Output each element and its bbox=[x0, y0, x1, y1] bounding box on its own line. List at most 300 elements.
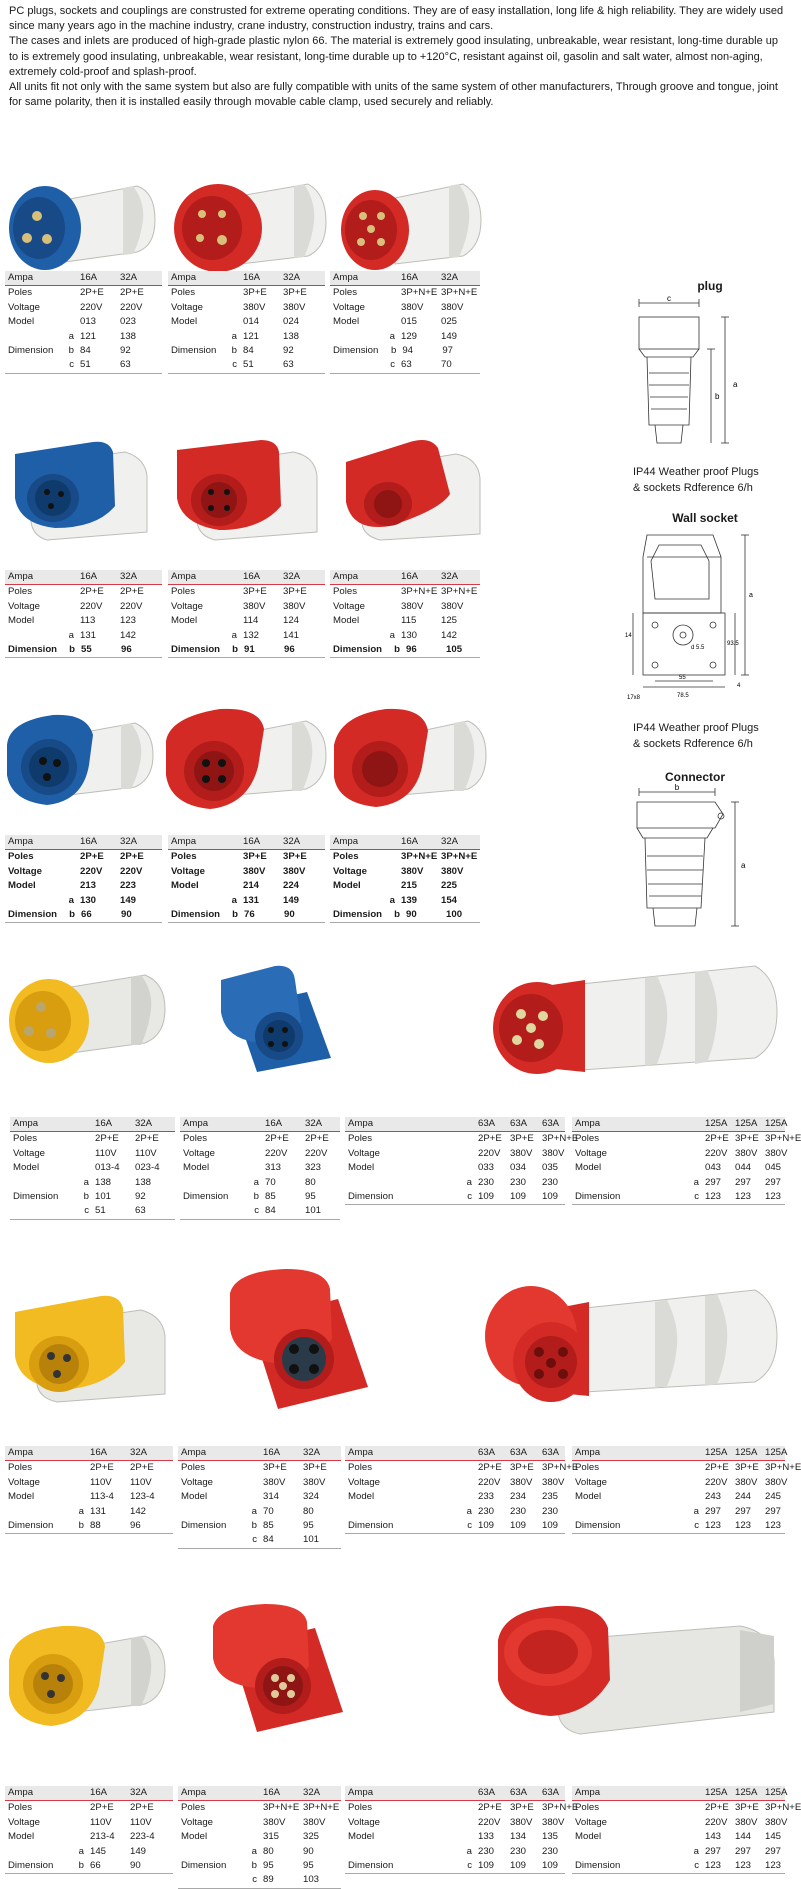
spec-value: 025 bbox=[441, 316, 458, 328]
spec-value: 3P+E bbox=[510, 1802, 534, 1814]
spec-sublabel bbox=[377, 271, 401, 285]
spec-header-row bbox=[330, 570, 480, 585]
wall-dim-78-5: 78.5 bbox=[677, 693, 689, 699]
spec-value: 2P+E bbox=[120, 851, 144, 863]
spec-sublabel: c bbox=[694, 1520, 699, 1532]
spec-label: Dimension bbox=[8, 644, 58, 656]
spec-value: 220V bbox=[265, 1147, 288, 1159]
spec-sublabel: a bbox=[466, 1845, 472, 1857]
spec-label: Model bbox=[348, 1491, 375, 1503]
spec-row bbox=[178, 1859, 341, 1873]
spec-value: 32A bbox=[130, 1447, 148, 1458]
spec-value: 96 bbox=[121, 644, 132, 656]
spec-row bbox=[345, 1176, 565, 1190]
spec-row bbox=[5, 330, 162, 344]
spec-value: 033 bbox=[478, 1162, 495, 1174]
connector-dim-b: b bbox=[674, 783, 680, 792]
spec-label bbox=[5, 1845, 66, 1859]
spec-value: 101 bbox=[95, 1191, 112, 1203]
spec-value: 84 bbox=[243, 345, 254, 357]
spec-sublabel bbox=[219, 585, 243, 599]
spec-sublabel: b bbox=[83, 1191, 89, 1203]
spec-value: 63A bbox=[510, 1447, 528, 1458]
intro-paragraph-2: The cases and inlets are produced of high-grade plastic nylon 66. The material is extremely good insulating, unbreakable, wear resistant, long-time durable up to is extremely good insulating, unbreakable, wear resistant, long-time durable up to +120°C, resistant against oil, gasolin and salt water, almost non-aging, extremely cold-proof and splash-proof. bbox=[9, 35, 779, 78]
spec-sublabel: c bbox=[252, 1534, 257, 1546]
spec-value: 114 bbox=[243, 615, 259, 627]
spec-sublabel bbox=[219, 879, 243, 893]
spec-value: 3P+N+E bbox=[401, 287, 438, 299]
spec-row bbox=[168, 358, 325, 373]
spec-row bbox=[168, 629, 325, 643]
spec-value: 63A bbox=[478, 1787, 496, 1798]
spec-value: 215 bbox=[401, 880, 418, 892]
spec-label: Voltage bbox=[13, 1147, 46, 1159]
spec-value: 3P+N+E bbox=[765, 1462, 801, 1474]
spec-table-connector-3p bbox=[168, 835, 325, 923]
spec-label: Model bbox=[8, 1831, 35, 1843]
spec-label: Model bbox=[575, 1162, 602, 1174]
spec-table-wall-socket-3p bbox=[168, 570, 325, 658]
spec-row bbox=[345, 1132, 579, 1146]
spec-value: 2P+E bbox=[90, 1802, 114, 1814]
spec-sublabel bbox=[406, 1132, 478, 1146]
spec-row bbox=[330, 850, 480, 864]
spec-value: 380V bbox=[441, 600, 464, 612]
spec-table-panel-socket-3p bbox=[178, 1446, 341, 1549]
spec-value: 63A bbox=[478, 1118, 496, 1129]
spec-label: Dimension bbox=[348, 1520, 394, 1532]
wall-dim-14: 14 bbox=[625, 633, 632, 639]
spec-sublabel: b bbox=[251, 1860, 257, 1872]
spec-sublabel: a bbox=[68, 629, 74, 641]
spec-row bbox=[168, 600, 325, 614]
spec-value: 2P+E bbox=[478, 1462, 502, 1474]
spec-sublabel: a bbox=[389, 330, 395, 342]
wall-dim-93-5: 93.5 bbox=[727, 641, 739, 647]
spec-value: 96 bbox=[406, 644, 417, 656]
spec-label: Ampa bbox=[183, 1118, 209, 1129]
spec-value: 80 bbox=[303, 1505, 314, 1517]
spec-sublabel bbox=[66, 1786, 90, 1800]
spec-sublabel bbox=[633, 1117, 705, 1131]
spec-row bbox=[10, 1176, 175, 1190]
spec-value: 138 bbox=[95, 1176, 112, 1188]
spec-value: 138 bbox=[120, 330, 137, 342]
spec-row bbox=[330, 908, 480, 923]
spec-sublabel bbox=[56, 835, 80, 849]
connector-drawing bbox=[625, 784, 755, 934]
spec-value: 143 bbox=[705, 1831, 722, 1843]
spec-sublabel bbox=[633, 1132, 705, 1146]
spec-value: 3P+N+E bbox=[441, 287, 478, 299]
spec-row bbox=[345, 1147, 565, 1161]
spec-sublabel bbox=[406, 1786, 478, 1800]
spec-label: Model bbox=[171, 880, 199, 892]
spec-sublabel bbox=[406, 1801, 478, 1815]
yellow-plug-110v-image bbox=[5, 965, 170, 1075]
spec-sublabel bbox=[66, 1461, 90, 1475]
spec-sublabel bbox=[56, 865, 80, 879]
spec-value: 110V bbox=[95, 1147, 117, 1159]
spec-value: 3P+N+E bbox=[441, 851, 478, 863]
spec-sublabel bbox=[377, 879, 401, 893]
wall-socket-drawing-title: Wall socket bbox=[672, 511, 738, 525]
spec-row bbox=[180, 1161, 340, 1175]
spec-value: 123 bbox=[705, 1860, 722, 1872]
spec-value: 90 bbox=[406, 909, 417, 921]
spec-sublabel: b bbox=[232, 909, 239, 921]
spec-label: Voltage bbox=[348, 1816, 381, 1828]
spec-table-socket-63a bbox=[345, 1786, 579, 1874]
spec-table-wall-socket-3pne bbox=[330, 570, 480, 658]
spec-value: 85 bbox=[265, 1191, 276, 1203]
spec-value: 3P+E bbox=[735, 1133, 759, 1145]
spec-row bbox=[168, 301, 325, 315]
spec-value: 16A bbox=[243, 836, 261, 847]
spec-value: 325 bbox=[303, 1831, 320, 1843]
spec-value: 123 bbox=[705, 1191, 722, 1203]
spec-header-row bbox=[178, 1446, 341, 1461]
spec-row bbox=[168, 286, 325, 300]
spec-value: 125A bbox=[735, 1787, 758, 1798]
spec-sublabel: b bbox=[390, 345, 397, 357]
spec-value: 16A bbox=[80, 272, 98, 283]
spec-value: 125A bbox=[735, 1447, 758, 1458]
spec-value: 123 bbox=[705, 1520, 722, 1532]
spec-sublabel bbox=[406, 1816, 478, 1830]
spec-value: 110V bbox=[90, 1476, 112, 1488]
spec-value: 66 bbox=[90, 1860, 101, 1872]
spec-value: 235 bbox=[542, 1491, 559, 1503]
spec-value: 2P+E bbox=[130, 1462, 154, 1474]
spec-sublabel bbox=[56, 301, 80, 315]
spec-sublabel: a bbox=[83, 1176, 89, 1188]
spec-value: 149 bbox=[130, 1845, 147, 1857]
spec-sublabel bbox=[71, 1161, 95, 1175]
spec-label bbox=[178, 1505, 239, 1519]
spec-label: Dimension bbox=[171, 909, 221, 921]
spec-header-row bbox=[5, 570, 162, 585]
spec-value: 380V bbox=[765, 1816, 788, 1828]
spec-sublabel bbox=[377, 301, 401, 315]
spec-label: Model bbox=[183, 1162, 210, 1174]
spec-label: Voltage bbox=[575, 1147, 608, 1159]
spec-row bbox=[5, 850, 162, 864]
spec-sublabel bbox=[71, 1147, 95, 1161]
spec-label: Ampa bbox=[181, 1447, 207, 1458]
spec-sublabel bbox=[377, 315, 401, 329]
spec-row bbox=[168, 315, 325, 329]
spec-sublabel bbox=[66, 1446, 90, 1460]
spec-value: 013 bbox=[80, 316, 97, 328]
spec-row bbox=[5, 1476, 173, 1490]
spec-label: Dimension bbox=[8, 1860, 54, 1872]
spec-sublabel: a bbox=[693, 1505, 699, 1517]
spec-value: 3P+N+E bbox=[765, 1133, 801, 1145]
spec-label bbox=[572, 1505, 633, 1519]
spec-value: 80 bbox=[263, 1845, 274, 1857]
spec-value: 380V bbox=[243, 301, 266, 313]
spec-label: Poles bbox=[575, 1462, 599, 1474]
spec-label bbox=[168, 330, 219, 344]
spec-value: 63A bbox=[478, 1447, 496, 1458]
spec-value: 145 bbox=[90, 1845, 107, 1857]
spec-label bbox=[5, 358, 56, 372]
spec-row bbox=[178, 1816, 341, 1830]
spec-value: 32A bbox=[441, 272, 459, 283]
spec-label: Voltage bbox=[171, 301, 204, 313]
spec-value: 380V bbox=[510, 1147, 533, 1159]
spec-value: 55 bbox=[81, 644, 92, 656]
spec-value: 135 bbox=[542, 1831, 559, 1843]
spec-value: 315 bbox=[263, 1831, 280, 1843]
spec-value: 3P+E bbox=[510, 1462, 534, 1474]
spec-sublabel: c bbox=[69, 359, 74, 371]
spec-value: 380V bbox=[510, 1476, 533, 1488]
spec-sublabel: a bbox=[78, 1505, 84, 1517]
spec-value: 220V bbox=[705, 1816, 728, 1828]
spec-row bbox=[572, 1519, 785, 1534]
spec-value: 015 bbox=[401, 316, 418, 328]
spec-header-row bbox=[168, 570, 325, 585]
spec-row bbox=[572, 1190, 785, 1205]
spec-label: Ampa bbox=[171, 272, 197, 283]
spec-sublabel: b bbox=[253, 1191, 259, 1203]
spec-value: 16A bbox=[265, 1118, 283, 1129]
spec-value: 63A bbox=[510, 1118, 528, 1129]
spec-sublabel: b bbox=[78, 1860, 84, 1872]
spec-value: 220V bbox=[478, 1816, 501, 1828]
spec-value: 3P+E bbox=[263, 1462, 287, 1474]
spec-value: 90 bbox=[130, 1860, 141, 1872]
spec-row bbox=[168, 344, 325, 358]
spec-value: 51 bbox=[95, 1205, 106, 1217]
spec-sublabel: b bbox=[69, 644, 76, 656]
spec-label: Dimension bbox=[171, 644, 221, 656]
spec-value: 32A bbox=[120, 272, 138, 283]
spec-sublabel bbox=[633, 1816, 705, 1830]
spec-value: 63 bbox=[401, 359, 412, 371]
spec-sublabel bbox=[377, 570, 401, 584]
spec-label: Poles bbox=[333, 287, 357, 299]
spec-value: 220V bbox=[80, 301, 103, 313]
spec-value: 110V bbox=[90, 1816, 112, 1828]
spec-value: 103 bbox=[303, 1874, 320, 1886]
spec-value: 32A bbox=[283, 272, 301, 283]
spec-value: 66 bbox=[81, 909, 92, 921]
spec-value: 2P+E bbox=[80, 287, 104, 299]
red-connector-3pne-image bbox=[330, 705, 490, 815]
spec-sublabel bbox=[241, 1117, 265, 1131]
spec-sublabel: b bbox=[251, 1520, 257, 1532]
spec-sublabel bbox=[241, 1161, 265, 1175]
spec-row bbox=[572, 1147, 788, 1161]
spec-row bbox=[330, 315, 480, 329]
spec-value: 297 bbox=[705, 1845, 722, 1857]
spec-row bbox=[178, 1519, 341, 1533]
spec-label: Model bbox=[333, 880, 361, 892]
red-plug-3p-image bbox=[170, 172, 330, 280]
yellow-connector-image bbox=[5, 1620, 170, 1735]
spec-value: 297 bbox=[705, 1176, 722, 1188]
spec-label bbox=[168, 894, 219, 908]
spec-value: 84 bbox=[265, 1205, 276, 1217]
spec-value: 100 bbox=[446, 909, 463, 921]
intro-paragraph-3: All units fit not only with the same system but also are fully compatible with units of the same system of other manufacturers, Through groove and tongue, joint for same polarity, then it is installed easily through movable cable clamp, used securely and reliably. bbox=[9, 81, 778, 109]
spec-value: 3P+N+E bbox=[303, 1802, 340, 1814]
spec-row bbox=[168, 585, 325, 599]
spec-sublabel bbox=[406, 1461, 478, 1475]
spec-sublabel: b bbox=[78, 1520, 84, 1532]
spec-row bbox=[330, 585, 480, 599]
spec-value: 32A bbox=[441, 571, 459, 582]
spec-value: 2P+E bbox=[705, 1462, 729, 1474]
spec-label: Poles bbox=[8, 1462, 32, 1474]
spec-value: 32A bbox=[303, 1787, 321, 1798]
spec-label: Ampa bbox=[348, 1787, 374, 1798]
spec-row bbox=[180, 1147, 340, 1161]
spec-header-row bbox=[572, 1446, 788, 1461]
spec-label bbox=[330, 629, 377, 643]
spec-row bbox=[168, 894, 325, 908]
spec-label: Model bbox=[8, 316, 35, 328]
spec-row bbox=[10, 1147, 175, 1161]
spec-row bbox=[10, 1161, 175, 1175]
spec-sublabel bbox=[377, 600, 401, 614]
spec-value: 129 bbox=[401, 330, 418, 342]
spec-label: Model bbox=[348, 1162, 375, 1174]
spec-row bbox=[330, 879, 480, 893]
spec-value: 230 bbox=[478, 1845, 495, 1857]
spec-row bbox=[345, 1476, 565, 1490]
spec-value: 123 bbox=[735, 1520, 752, 1532]
spec-row bbox=[345, 1161, 565, 1175]
spec-value: 3P+E bbox=[283, 586, 307, 598]
spec-label: Voltage bbox=[183, 1147, 216, 1159]
spec-value: 380V bbox=[283, 600, 306, 612]
spec-header-row bbox=[168, 271, 325, 286]
spec-value: 230 bbox=[478, 1176, 495, 1188]
spec-label: Dimension bbox=[333, 909, 383, 921]
spec-label: Ampa bbox=[171, 571, 197, 582]
spec-value: 109 bbox=[542, 1191, 559, 1203]
spec-value: 024 bbox=[283, 316, 300, 328]
spec-value: 230 bbox=[542, 1176, 559, 1188]
spec-value: 115 bbox=[401, 615, 417, 627]
spec-value: 230 bbox=[510, 1845, 527, 1857]
plug-dim-a: a bbox=[733, 380, 738, 389]
spec-value: 16A bbox=[243, 272, 261, 283]
spec-label: Model bbox=[181, 1491, 208, 1503]
spec-row bbox=[572, 1461, 801, 1475]
spec-row bbox=[572, 1505, 785, 1519]
spec-label: Dimension bbox=[575, 1191, 621, 1203]
spec-sublabel bbox=[239, 1816, 263, 1830]
spec-sublabel bbox=[219, 850, 243, 864]
red-wall-socket-125a-image bbox=[490, 1600, 780, 1745]
spec-label: Ampa bbox=[333, 272, 359, 283]
spec-row bbox=[572, 1132, 801, 1146]
spec-value: 2P+E bbox=[705, 1802, 729, 1814]
spec-row bbox=[5, 865, 162, 879]
spec-sublabel bbox=[239, 1786, 263, 1800]
spec-value: 123-4 bbox=[130, 1491, 155, 1503]
spec-row bbox=[5, 358, 162, 373]
spec-value: 220V bbox=[478, 1147, 501, 1159]
spec-value: 2P+E bbox=[478, 1133, 502, 1145]
spec-sublabel: b bbox=[232, 644, 239, 656]
spec-sublabel: a bbox=[68, 894, 74, 906]
spec-sublabel bbox=[377, 286, 401, 300]
spec-value: 16A bbox=[90, 1787, 108, 1798]
spec-value: 142 bbox=[120, 629, 137, 641]
spec-sublabel bbox=[406, 1830, 478, 1844]
blue-panel-socket-image bbox=[215, 962, 340, 1077]
spec-label: Dimension bbox=[333, 644, 383, 656]
spec-label: Voltage bbox=[575, 1816, 608, 1828]
spec-row bbox=[178, 1845, 341, 1859]
spec-row bbox=[5, 1845, 173, 1859]
spec-label bbox=[10, 1204, 71, 1218]
spec-label bbox=[330, 330, 377, 344]
spec-sublabel: c bbox=[694, 1191, 699, 1203]
spec-row bbox=[330, 600, 480, 614]
spec-value: 380V bbox=[401, 301, 424, 313]
spec-value: 125A bbox=[765, 1787, 788, 1798]
spec-sublabel bbox=[56, 271, 80, 285]
spec-sublabel bbox=[633, 1786, 705, 1800]
spec-table-panel-socket-2p bbox=[180, 1117, 340, 1220]
spec-value: 76 bbox=[244, 909, 255, 921]
spec-value: 16A bbox=[80, 836, 98, 847]
spec-row bbox=[345, 1830, 565, 1844]
spec-value: 63 bbox=[120, 359, 131, 371]
spec-value: 125A bbox=[705, 1787, 728, 1798]
spec-sublabel bbox=[633, 1161, 705, 1175]
spec-value: 16A bbox=[401, 272, 419, 283]
spec-sublabel: b bbox=[68, 345, 74, 357]
spec-label: Ampa bbox=[575, 1118, 601, 1129]
spec-label: Ampa bbox=[8, 1787, 34, 1798]
spec-value: 149 bbox=[283, 894, 300, 906]
spec-value: 141 bbox=[283, 629, 300, 641]
spec-value: 230 bbox=[542, 1845, 559, 1857]
spec-value: 380V bbox=[735, 1476, 758, 1488]
spec-sublabel bbox=[406, 1117, 478, 1131]
spec-sublabel: a bbox=[251, 1845, 257, 1857]
spec-row bbox=[572, 1845, 785, 1859]
spec-sublabel: c bbox=[467, 1860, 472, 1872]
spec-sublabel: c bbox=[694, 1860, 699, 1872]
spec-value: 223-4 bbox=[130, 1831, 155, 1843]
spec-value: 220V bbox=[478, 1476, 501, 1488]
spec-label: Voltage bbox=[181, 1816, 214, 1828]
spec-value: 70 bbox=[265, 1176, 276, 1188]
spec-table-connector-2p bbox=[5, 835, 162, 923]
spec-header-row bbox=[180, 1117, 340, 1132]
spec-label bbox=[180, 1204, 241, 1218]
spec-value: 63A bbox=[510, 1787, 528, 1798]
spec-row bbox=[345, 1490, 565, 1504]
spec-value: 3P+E bbox=[510, 1133, 534, 1145]
spec-label: Model bbox=[333, 615, 360, 627]
spec-value: 92 bbox=[120, 345, 131, 357]
spec-sublabel bbox=[406, 1490, 478, 1504]
spec-row bbox=[345, 1190, 565, 1205]
wall-dim-d5-5: d 5.5 bbox=[691, 645, 705, 651]
spec-label: Voltage bbox=[575, 1476, 608, 1488]
spec-value: 109 bbox=[510, 1520, 527, 1532]
